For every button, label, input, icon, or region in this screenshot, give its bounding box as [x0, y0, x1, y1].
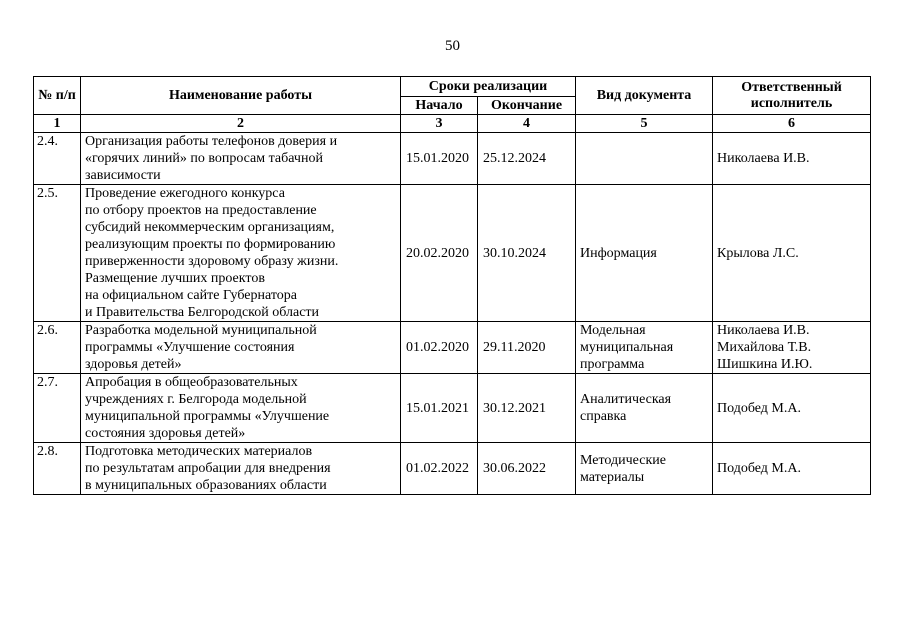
- end-date: 25.12.2024: [478, 133, 576, 185]
- document-type: [576, 133, 713, 185]
- document-type-line: Методические: [580, 452, 666, 468]
- document-type-line: программа: [580, 357, 645, 372]
- work-name-line: Апробация в общеобразовательных: [85, 375, 298, 390]
- table-row: [34, 185, 871, 322]
- end-date: 29.11.2020: [478, 322, 576, 374]
- table-row: [34, 374, 871, 443]
- row-number: 2.5.: [34, 185, 81, 322]
- header-responsible: Ответственный исполнитель: [713, 77, 871, 115]
- column-number: 6: [713, 115, 871, 133]
- responsible: [713, 374, 871, 443]
- table-row: [34, 443, 871, 495]
- header-terms: Сроки реализации: [401, 77, 576, 97]
- header-num: № п/п: [34, 77, 81, 115]
- work-name: [81, 443, 401, 495]
- work-name-line: Размещение лучших проектов: [85, 271, 265, 286]
- work-name-line: приверженности здоровому образу жизни.: [85, 254, 339, 269]
- header-doc-type: Вид документа: [576, 77, 713, 115]
- document-type-line: Аналитическая: [580, 392, 672, 407]
- start-date: 15.01.2020: [401, 133, 478, 185]
- responsible-person: Николаева И.В.: [717, 151, 810, 166]
- start-date: 20.02.2020: [401, 185, 478, 322]
- header-start: Начало: [401, 97, 478, 115]
- document-type: [576, 374, 713, 443]
- row-number: 2.8.: [34, 443, 81, 495]
- start-date: 01.02.2020: [401, 322, 478, 374]
- responsible: [713, 322, 871, 374]
- start-date: 01.02.2022: [401, 443, 478, 495]
- work-plan-table: [33, 76, 871, 495]
- document-type-line: Информация: [580, 245, 657, 261]
- end-date: 30.06.2022: [478, 443, 576, 495]
- work-name-line: Разработка модельной муниципальной: [85, 323, 317, 338]
- responsible-person: Подобед М.А.: [717, 400, 801, 416]
- work-name-line: муниципальной программы «Улучшение: [85, 409, 330, 424]
- column-number-row: [34, 115, 871, 133]
- work-name-line: состояния здоровья детей»: [85, 426, 246, 441]
- document-type-line: Модельная: [580, 323, 646, 338]
- responsible: [713, 443, 871, 495]
- column-number: 3: [401, 115, 478, 133]
- document-type-line: муниципальная: [580, 340, 674, 355]
- end-date: 30.10.2024: [478, 185, 576, 322]
- document-type-line: материалы: [580, 469, 645, 485]
- work-name-line: Организация работы телефонов доверия и: [85, 134, 338, 149]
- responsible-person: Крылова Л.С.: [717, 245, 799, 261]
- table-row: [34, 133, 871, 185]
- column-number: 1: [34, 115, 81, 133]
- document-type-line: справка: [580, 409, 627, 424]
- work-name: [81, 133, 401, 185]
- work-name-line: Проведение ежегодного конкурса: [85, 186, 285, 201]
- document-type: [576, 322, 713, 374]
- work-name-line: реализующим проекты по формированию: [85, 237, 336, 252]
- header-name: Наименование работы: [81, 77, 401, 115]
- work-name-line: субсидий некоммерческим организациям,: [85, 220, 335, 235]
- work-name-line: программы «Улучшение состояния: [85, 340, 295, 355]
- responsible-person: Шишкина И.Ю.: [717, 357, 813, 372]
- work-name-line: Подготовка методических материалов: [85, 444, 313, 459]
- header-row-top: [34, 77, 871, 97]
- end-date: 30.12.2021: [478, 374, 576, 443]
- work-name-line: по результатам апробации для внедрения: [85, 461, 331, 476]
- document-type: [576, 443, 713, 495]
- responsible-person: Николаева И.В.: [717, 323, 810, 338]
- work-name-line: и Правительства Белгородской области: [85, 305, 320, 320]
- work-name-line: зависимости: [85, 168, 161, 183]
- header-end: Окончание: [478, 97, 576, 115]
- row-number: 2.7.: [34, 374, 81, 443]
- work-name-line: «горячих линий» по вопросам табачной: [85, 151, 323, 166]
- row-number: 2.4.: [34, 133, 81, 185]
- responsible: [713, 185, 871, 322]
- work-name-line: по отбору проектов на предоставление: [85, 203, 317, 218]
- responsible-person: Михайлова Т.В.: [717, 340, 812, 355]
- column-number: 4: [478, 115, 576, 133]
- column-number: 5: [576, 115, 713, 133]
- work-name: [81, 374, 401, 443]
- document-type: [576, 185, 713, 322]
- responsible-person: Подобед М.А.: [717, 461, 801, 476]
- work-name-line: в муниципальных образованиях области: [85, 478, 327, 493]
- work-name: [81, 185, 401, 322]
- responsible: [713, 133, 871, 185]
- table-row: [34, 322, 871, 374]
- work-name-line: учреждениях г. Белгорода модельной: [85, 392, 307, 407]
- table-body: [34, 133, 871, 495]
- work-name-line: здоровья детей»: [85, 357, 182, 372]
- column-number: 2: [81, 115, 401, 133]
- page-number: 50: [445, 38, 460, 54]
- start-date: 15.01.2021: [401, 374, 478, 443]
- row-number: 2.6.: [34, 322, 81, 374]
- work-name: [81, 322, 401, 374]
- work-name-line: на официальном сайте Губернатора: [85, 288, 297, 303]
